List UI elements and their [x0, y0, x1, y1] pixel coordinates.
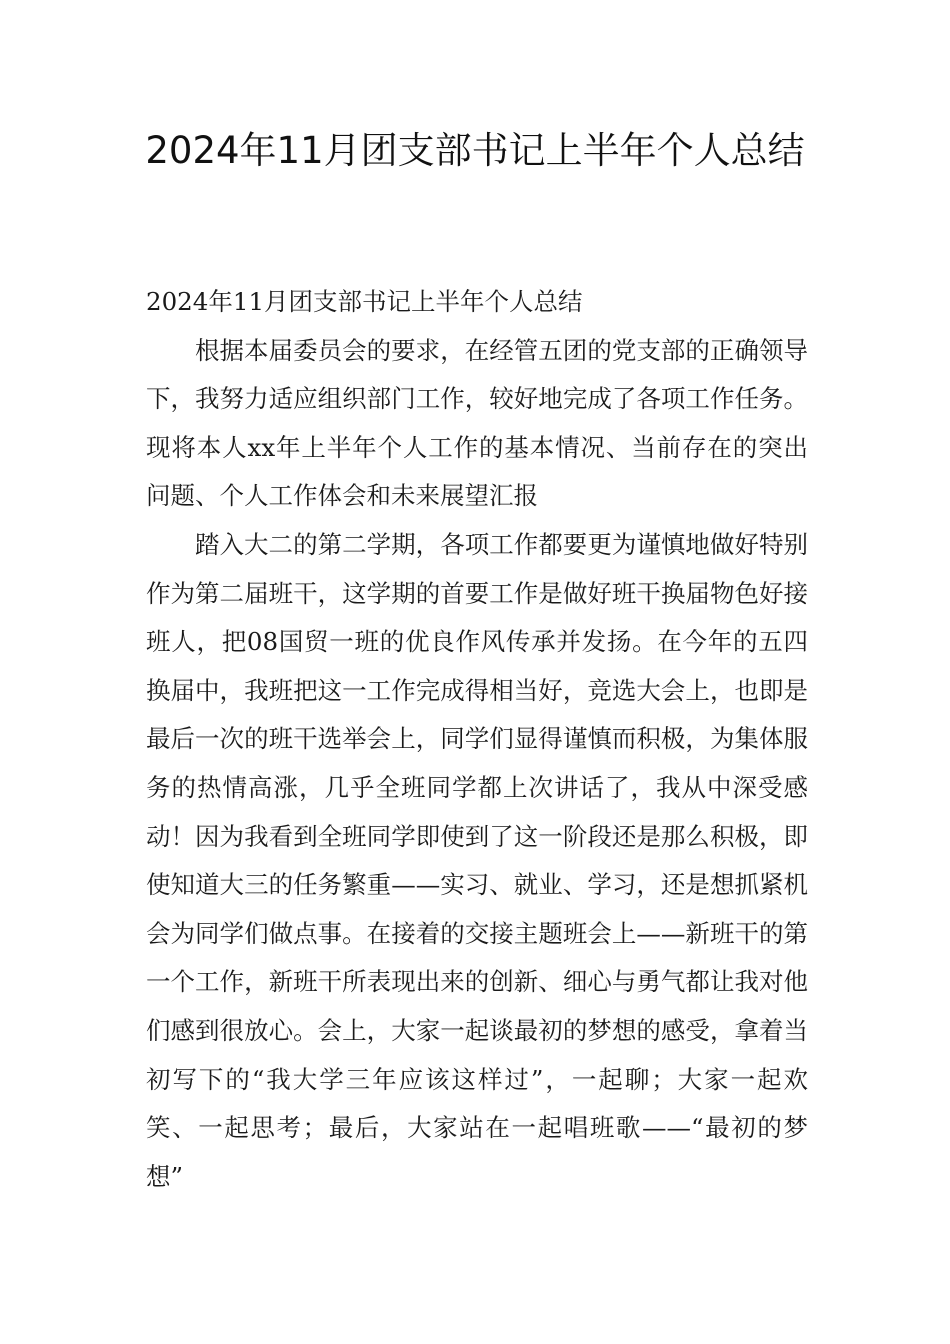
body-paragraph: 根据本届委员会的要求，在经管五团的党支部的正确领导下，我努力适应组织部门工作，较好地完成了各项工作任务。现将本人xx年上半年个人工作的基本情况、当前存在的突出问题、个人工作体会和未来展望汇报 [146, 335, 808, 511]
document-body [146, 278, 808, 1201]
document-title: 2024年11月团支部书记上半年个人总结 [145, 129, 805, 172]
body-paragraph: 踏入大二的第二学期，各项工作都要更为谨慎地做好特别作为第二届班干，这学期的首要工作是做好班干换届物色好接班人，把08国贸一班的优良作风传承并发扬。在今年的五四换届中，我班把这一工作完成得相当好，竞选大会上，也即是最后一次的班干选举会上，同学们显得谨慎而积极，为集体服务的热情高涨，几乎全班同学都上次讲话了，我从中深受感动！因为我看到全班同学即使到了这一阶段还是那么积极，即使知道大三的任务繁重——实习、就业、学习，还是想抓紧机会为同学们做点事。在接着的交接主题班会上——新班干的第一个工作，新班干所表现出来的创新、细心与勇气都让我对他们感到很放心。会上，大家一起谈最初的梦想的感受，拿着当初写下的“我大学三年应该这样过”，一起聊；大家一起欢笑、一起思考；最后，大家站在一起唱班歌——“最初的梦想” [146, 529, 808, 1191]
body-heading: 2024年11月团支部书记上半年个人总结 [146, 287, 583, 316]
